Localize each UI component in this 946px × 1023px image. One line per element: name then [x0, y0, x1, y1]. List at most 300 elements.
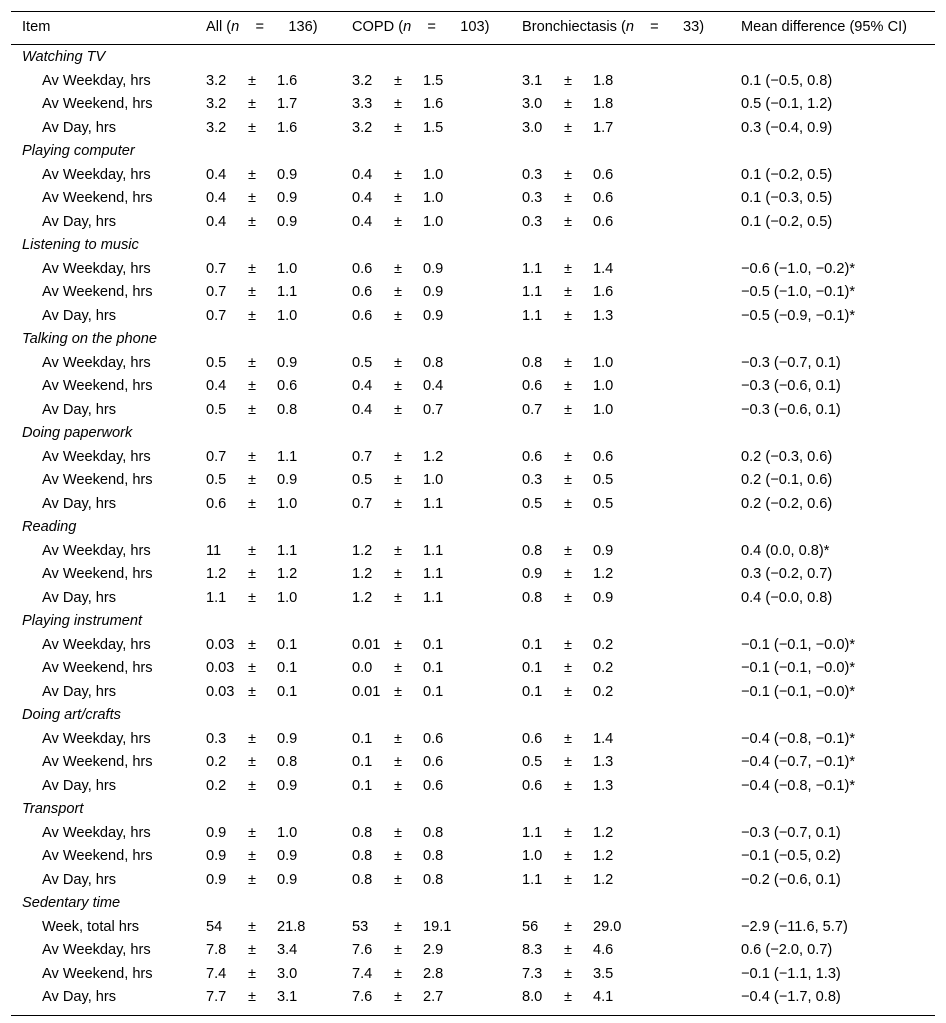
bron-mean: 1.1: [522, 260, 543, 277]
bron-mean: 0.3: [522, 190, 543, 206]
copd-mean: 0.8: [352, 848, 373, 864]
copd-mean: 0.4: [352, 213, 373, 230]
plus-minus-sign: ±: [394, 965, 403, 982]
plus-minus-sign: ±: [248, 942, 257, 958]
plus-minus-sign: ±: [248, 260, 257, 277]
copd-sd: 0.1: [423, 660, 444, 676]
plus-minus-sign: ±: [248, 472, 257, 488]
copd-sd: 19.1: [423, 918, 452, 935]
row-label: Av Weekend, hrs: [42, 754, 153, 770]
bron-sd: 4.6: [593, 942, 614, 958]
all-mean: 0.9: [206, 824, 227, 841]
copd-mean: 1.2: [352, 589, 373, 606]
row-label: Av Weekday, hrs: [42, 636, 151, 653]
bron-sd: 4.1: [593, 989, 614, 1005]
copd-mean: 0.1: [352, 730, 373, 747]
row-label: Av Weekday, hrs: [42, 72, 151, 89]
bron-mean: 1.1: [522, 284, 543, 300]
bron-sd: 1.3: [593, 754, 614, 770]
mean-difference-ci: 0.1 (−0.5, 0.8): [741, 72, 833, 89]
mean-difference-ci: 0.2 (−0.3, 0.6): [741, 448, 833, 465]
all-mean: 0.4: [206, 190, 227, 206]
plus-minus-sign: ±: [564, 660, 573, 676]
plus-minus-sign: ±: [564, 472, 573, 488]
table-row: [11, 845, 935, 868]
row-label: Av Day, hrs: [42, 401, 117, 418]
plus-minus-sign: ±: [564, 166, 573, 183]
mean-difference-ci: 0.1 (−0.2, 0.5): [741, 213, 833, 230]
copd-sd: 1.1: [423, 566, 444, 582]
plus-minus-sign: ±: [394, 942, 403, 958]
bron-sd: 1.0: [593, 401, 614, 418]
plus-minus-sign: ±: [248, 96, 257, 112]
plus-minus-sign: ±: [394, 260, 403, 277]
all-sd: 1.0: [277, 589, 298, 606]
mean-difference-ci: −0.3 (−0.7, 0.1): [741, 824, 841, 841]
copd-mean: 0.1: [352, 754, 373, 770]
plus-minus-sign: ±: [394, 848, 403, 864]
plus-minus-sign: ±: [248, 965, 257, 982]
row-label: Av Weekend, hrs: [42, 472, 153, 488]
table-row: [11, 540, 935, 563]
copd-mean: 0.4: [352, 378, 373, 394]
plus-minus-sign: ±: [248, 284, 257, 300]
all-mean: 7.8: [206, 942, 227, 958]
plus-minus-sign: ±: [564, 942, 573, 958]
plus-minus-sign: ±: [564, 754, 573, 770]
row-label: Av Day, hrs: [42, 777, 117, 794]
plus-minus-sign: ±: [564, 566, 573, 582]
bron-mean: 0.6: [522, 448, 543, 465]
table-row: [11, 657, 935, 680]
mean-difference-ci: −0.3 (−0.7, 0.1): [741, 354, 841, 371]
all-sd: 3.1: [277, 989, 298, 1005]
bron-sd: 1.6: [593, 284, 614, 300]
row-label: Av Weekday, hrs: [42, 448, 151, 465]
all-mean: 0.4: [206, 378, 227, 394]
all-mean: 54: [206, 918, 223, 935]
bron-sd: 1.8: [593, 72, 614, 89]
plus-minus-sign: ±: [248, 190, 257, 206]
bron-mean: 0.9: [522, 566, 543, 582]
plus-minus-sign: ±: [564, 965, 573, 982]
copd-sd: 1.0: [423, 190, 444, 206]
copd-mean: 3.2: [352, 72, 373, 89]
bron-mean: 1.1: [522, 824, 543, 841]
row-label: Av Day, hrs: [42, 119, 117, 136]
bron-sd: 1.2: [593, 848, 614, 864]
row-label: Av Weekend, hrs: [42, 566, 153, 582]
all-mean: 0.7: [206, 448, 227, 465]
plus-minus-sign: ±: [248, 871, 257, 888]
plus-minus-sign: ±: [564, 213, 573, 230]
copd-mean: 1.2: [352, 566, 373, 582]
copd-sd: 1.0: [423, 213, 444, 230]
row-label: Av Weekday, hrs: [42, 260, 151, 277]
plus-minus-sign: ±: [394, 683, 403, 700]
table-row: [11, 187, 935, 210]
table-row: [11, 117, 935, 140]
table-row: [11, 869, 935, 892]
copd-sd: 1.1: [423, 542, 444, 559]
row-label: Av Weekend, hrs: [42, 660, 153, 676]
section-title: Listening to music: [22, 237, 139, 253]
row-label: Av Weekend, hrs: [42, 378, 153, 394]
header-bottom-rule: [11, 44, 935, 45]
table-row: [11, 493, 935, 516]
all-mean: 0.03: [206, 660, 235, 676]
bron-mean: 8.3: [522, 942, 543, 958]
copd-sd: 0.9: [423, 307, 444, 324]
row-label: Av Weekday, hrs: [42, 542, 151, 559]
plus-minus-sign: ±: [394, 777, 403, 794]
bron-sd: 0.6: [593, 213, 614, 230]
copd-sd: 0.6: [423, 754, 444, 770]
all-mean: 0.7: [206, 260, 227, 277]
copd-sd: 0.9: [423, 284, 444, 300]
bron-mean: 0.6: [522, 378, 543, 394]
table-row: [11, 258, 935, 281]
all-sd: 0.9: [277, 848, 298, 864]
mean-difference-ci: 0.6 (−2.0, 0.7): [741, 942, 833, 958]
plus-minus-sign: ±: [248, 495, 257, 512]
bron-mean: 0.1: [522, 636, 543, 653]
plus-minus-sign: ±: [394, 354, 403, 371]
section-header-row: [11, 516, 935, 539]
plus-minus-sign: ±: [394, 636, 403, 653]
bron-sd: 1.0: [593, 378, 614, 394]
row-label: Av Weekend, hrs: [42, 848, 153, 864]
mean-difference-ci: 0.4 (0.0, 0.8)*: [741, 542, 830, 559]
all-sd: 3.4: [277, 942, 298, 958]
all-sd: 0.8: [277, 754, 298, 770]
copd-mean: 1.2: [352, 542, 373, 559]
all-sd: 0.9: [277, 730, 298, 747]
all-mean: 0.5: [206, 401, 227, 418]
plus-minus-sign: ±: [248, 589, 257, 606]
plus-minus-sign: ±: [248, 542, 257, 559]
bron-sd: 0.2: [593, 660, 614, 676]
table-row: [11, 822, 935, 845]
bron-sd: 1.0: [593, 354, 614, 371]
mean-difference-ci: 0.3 (−0.4, 0.9): [741, 119, 833, 136]
bron-mean: 8.0: [522, 989, 543, 1005]
all-mean: 0.5: [206, 472, 227, 488]
copd-sd: 2.7: [423, 989, 444, 1005]
bron-mean: 0.5: [522, 495, 543, 512]
plus-minus-sign: ±: [394, 96, 403, 112]
copd-mean: 0.4: [352, 401, 373, 418]
plus-minus-sign: ±: [248, 213, 257, 230]
table-bottom-rule: [11, 1015, 935, 1016]
copd-mean: 0.7: [352, 495, 373, 512]
plus-minus-sign: ±: [564, 589, 573, 606]
section-title: Reading: [22, 519, 77, 535]
all-sd: 0.1: [277, 660, 298, 676]
plus-minus-sign: ±: [248, 918, 257, 935]
mean-difference-ci: −0.4 (−0.8, −0.1)*: [741, 777, 855, 794]
plus-minus-sign: ±: [394, 213, 403, 230]
bron-mean: 56: [522, 918, 539, 935]
mean-difference-ci: −0.3 (−0.6, 0.1): [741, 378, 841, 394]
bron-sd: 1.3: [593, 307, 614, 324]
bron-sd: 1.2: [593, 871, 614, 888]
plus-minus-sign: ±: [248, 636, 257, 653]
bron-mean: 0.8: [522, 589, 543, 606]
all-mean: 0.2: [206, 777, 227, 794]
bron-mean: 7.3: [522, 965, 543, 982]
table-row: [11, 775, 935, 798]
copd-sd: 0.9: [423, 260, 444, 277]
bron-mean: 0.3: [522, 472, 543, 488]
all-mean: 0.03: [206, 636, 235, 653]
bron-sd: 0.9: [593, 589, 614, 606]
mean-difference-ci: 0.2 (−0.2, 0.6): [741, 495, 833, 512]
plus-minus-sign: ±: [394, 989, 403, 1005]
bron-sd: 1.8: [593, 96, 614, 112]
bron-sd: 0.6: [593, 166, 614, 183]
mean-difference-ci: −0.4 (−0.8, −0.1)*: [741, 730, 855, 747]
bron-sd: 0.5: [593, 495, 614, 512]
bron-sd: 1.2: [593, 824, 614, 841]
section-header-row: [11, 422, 935, 445]
section-header-row: [11, 892, 935, 915]
plus-minus-sign: ±: [248, 307, 257, 324]
copd-mean: 0.5: [352, 354, 373, 371]
table-row: [11, 281, 935, 304]
all-mean: 0.4: [206, 213, 227, 230]
mean-difference-ci: 0.4 (−0.0, 0.8): [741, 589, 833, 606]
plus-minus-sign: ±: [564, 989, 573, 1005]
table-row: [11, 751, 935, 774]
bron-sd: 0.5: [593, 472, 614, 488]
copd-sd: 0.8: [423, 354, 444, 371]
copd-mean: 0.6: [352, 307, 373, 324]
all-sd: 0.9: [277, 871, 298, 888]
copd-sd: 1.0: [423, 166, 444, 183]
copd-mean: 0.8: [352, 871, 373, 888]
all-sd: 0.9: [277, 166, 298, 183]
section-title: Playing computer: [22, 143, 135, 159]
all-mean: 0.5: [206, 354, 227, 371]
table-row: [11, 563, 935, 586]
all-sd: 1.1: [277, 284, 298, 300]
bron-mean: 1.1: [522, 871, 543, 888]
mean-difference-ci: 0.3 (−0.2, 0.7): [741, 566, 833, 582]
row-label: Av Weekend, hrs: [42, 284, 153, 300]
copd-sd: 1.5: [423, 119, 444, 136]
row-label: Av Weekend, hrs: [42, 96, 153, 112]
all-sd: 21.8: [277, 918, 306, 935]
plus-minus-sign: ±: [394, 542, 403, 559]
mean-difference-ci: 0.5 (−0.1, 1.2): [741, 96, 833, 112]
plus-minus-sign: ±: [394, 871, 403, 888]
table-row: [11, 93, 935, 116]
bron-mean: 0.3: [522, 213, 543, 230]
section-title: Talking on the phone: [22, 331, 157, 347]
table-row: [11, 963, 935, 986]
table-row: [11, 986, 935, 1009]
copd-mean: 0.4: [352, 166, 373, 183]
mean-difference-ci: −0.1 (−0.1, −0.0)*: [741, 683, 855, 700]
mean-difference-ci: −0.4 (−0.7, −0.1)*: [741, 754, 855, 770]
section-header-row: [11, 234, 935, 257]
section-header-row: [11, 610, 935, 633]
table-row: [11, 916, 935, 939]
plus-minus-sign: ±: [248, 989, 257, 1005]
plus-minus-sign: ±: [564, 871, 573, 888]
plus-minus-sign: ±: [394, 730, 403, 747]
bron-sd: 3.5: [593, 965, 614, 982]
plus-minus-sign: ±: [248, 660, 257, 676]
row-label: Av Day, hrs: [42, 495, 117, 512]
header-all: All (n = 136): [206, 19, 318, 35]
all-mean: 1.2: [206, 566, 227, 582]
bron-mean: 0.1: [522, 660, 543, 676]
table-row: [11, 681, 935, 704]
copd-sd: 0.8: [423, 824, 444, 841]
bron-sd: 0.6: [593, 190, 614, 206]
row-label: Av Weekday, hrs: [42, 730, 151, 747]
plus-minus-sign: ±: [564, 307, 573, 324]
bron-sd: 1.3: [593, 777, 614, 794]
all-mean: 1.1: [206, 589, 227, 606]
bron-sd: 29.0: [593, 918, 622, 935]
plus-minus-sign: ±: [394, 566, 403, 582]
copd-sd: 1.6: [423, 96, 444, 112]
all-sd: 1.6: [277, 72, 298, 89]
plus-minus-sign: ±: [248, 72, 257, 89]
all-mean: 0.2: [206, 754, 227, 770]
row-label: Av Weekday, hrs: [42, 354, 151, 371]
all-mean: 0.3: [206, 730, 227, 747]
copd-sd: 0.6: [423, 730, 444, 747]
mean-difference-ci: −2.9 (−11.6, 5.7): [741, 918, 848, 935]
copd-sd: 2.9: [423, 942, 444, 958]
bron-mean: 1.0: [522, 848, 543, 864]
all-mean: 0.9: [206, 871, 227, 888]
plus-minus-sign: ±: [248, 683, 257, 700]
plus-minus-sign: ±: [564, 260, 573, 277]
plus-minus-sign: ±: [248, 448, 257, 465]
plus-minus-sign: ±: [394, 824, 403, 841]
bron-sd: 1.4: [593, 730, 614, 747]
plus-minus-sign: ±: [248, 777, 257, 794]
plus-minus-sign: ±: [564, 284, 573, 300]
bron-sd: 0.6: [593, 448, 614, 465]
bron-mean: 1.1: [522, 307, 543, 324]
plus-minus-sign: ±: [564, 730, 573, 747]
bron-mean: 0.6: [522, 777, 543, 794]
copd-mean: 0.6: [352, 260, 373, 277]
plus-minus-sign: ±: [564, 448, 573, 465]
all-mean: 0.7: [206, 307, 227, 324]
section-header-row: [11, 798, 935, 821]
plus-minus-sign: ±: [564, 378, 573, 394]
copd-sd: 0.1: [423, 636, 444, 653]
bron-mean: 0.7: [522, 401, 543, 418]
section-header-row: [11, 328, 935, 351]
plus-minus-sign: ±: [394, 660, 403, 676]
plus-minus-sign: ±: [248, 824, 257, 841]
mean-difference-ci: −0.5 (−1.0, −0.1)*: [741, 284, 855, 300]
copd-mean: 0.7: [352, 448, 373, 465]
copd-mean: 0.8: [352, 824, 373, 841]
section-header-row: [11, 704, 935, 727]
all-mean: 0.03: [206, 683, 235, 700]
plus-minus-sign: ±: [394, 190, 403, 206]
copd-sd: 0.7: [423, 401, 444, 418]
table-row: [11, 728, 935, 751]
all-sd: 1.0: [277, 307, 298, 324]
all-mean: 0.4: [206, 166, 227, 183]
table-row: [11, 634, 935, 657]
copd-mean: 0.1: [352, 777, 373, 794]
all-mean: 11: [206, 542, 222, 559]
plus-minus-sign: ±: [564, 72, 573, 89]
plus-minus-sign: ±: [394, 119, 403, 136]
plus-minus-sign: ±: [394, 378, 403, 394]
section-header-row: [11, 140, 935, 163]
all-mean: 7.4: [206, 965, 227, 982]
all-mean: 3.2: [206, 96, 227, 112]
table-row: [11, 70, 935, 93]
section-title: Watching TV: [22, 49, 106, 65]
row-label: Av Weekday, hrs: [42, 166, 151, 183]
all-sd: 0.9: [277, 777, 298, 794]
copd-mean: 0.6: [352, 284, 373, 300]
copd-mean: 0.0: [352, 660, 373, 676]
section-title: Doing art/crafts: [22, 707, 121, 723]
copd-sd: 2.8: [423, 965, 444, 982]
mean-difference-ci: −0.1 (−0.1, −0.0)*: [741, 660, 855, 676]
mean-difference-ci: −0.3 (−0.6, 0.1): [741, 401, 841, 418]
copd-mean: 3.3: [352, 96, 373, 112]
plus-minus-sign: ±: [394, 307, 403, 324]
plus-minus-sign: ±: [564, 636, 573, 653]
all-mean: 0.7: [206, 284, 227, 300]
plus-minus-sign: ±: [394, 589, 403, 606]
table-row: [11, 375, 935, 398]
mean-difference-ci: 0.1 (−0.2, 0.5): [741, 166, 833, 183]
copd-sd: 1.5: [423, 72, 444, 89]
plus-minus-sign: ±: [394, 754, 403, 770]
all-sd: 1.6: [277, 119, 298, 136]
plus-minus-sign: ±: [394, 918, 403, 935]
copd-sd: 1.2: [423, 448, 444, 465]
all-mean: 7.7: [206, 989, 227, 1005]
plus-minus-sign: ±: [564, 495, 573, 512]
bron-mean: 0.8: [522, 354, 543, 371]
mean-difference-ci: −0.1 (−1.1, 1.3): [741, 965, 841, 982]
copd-mean: 0.01: [352, 636, 381, 653]
plus-minus-sign: ±: [564, 96, 573, 112]
bron-sd: 0.2: [593, 636, 614, 653]
table-row: [11, 939, 935, 962]
plus-minus-sign: ±: [564, 542, 573, 559]
all-sd: 1.0: [277, 495, 298, 512]
plus-minus-sign: ±: [564, 824, 573, 841]
plus-minus-sign: ±: [394, 166, 403, 183]
plus-minus-sign: ±: [248, 354, 257, 371]
bron-mean: 0.3: [522, 166, 543, 183]
plus-minus-sign: ±: [248, 754, 257, 770]
table-row: [11, 446, 935, 469]
mean-difference-ci: −0.2 (−0.6, 0.1): [741, 871, 841, 888]
section-title: Doing paperwork: [22, 425, 133, 441]
bron-sd: 0.9: [593, 542, 614, 559]
plus-minus-sign: ±: [394, 284, 403, 300]
